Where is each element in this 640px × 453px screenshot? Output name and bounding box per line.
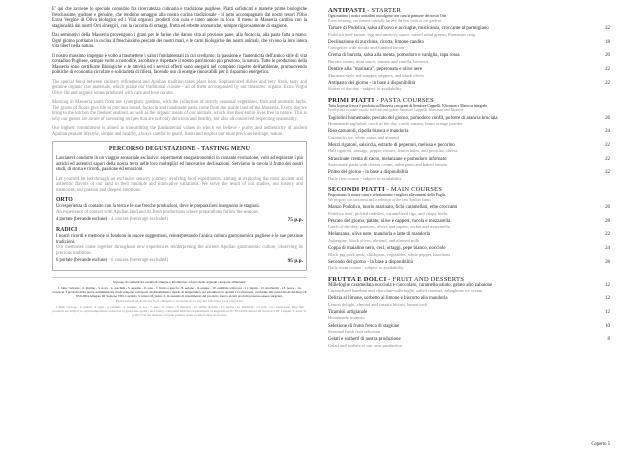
menu-section [328, 186, 610, 271]
dish-price: 24 [605, 129, 610, 135]
orto-it: Un'esperienza di contatto con la terra e le sue fresche produzioni, dove le preparazioni inseguono le stagioni. [56, 204, 260, 209]
radici-portions-it: 6 portate (bevande escluse) [56, 258, 108, 263]
dish-price: 22 [605, 67, 610, 73]
dish-price: 22 [605, 142, 610, 148]
dish-row [328, 129, 610, 135]
tasting-intro-en: Let yourself be led through an exclusive sensory journey: evolving food experiments, aiming at exploring the most ancient and authentic flavors of our land in their multiple and innovative variations. We serve the result of our studies, our history and memories, our passion and deepest emotions. [56, 176, 303, 193]
section-title [328, 186, 610, 193]
dish-name-en: Black pig pork neck, chickpeas, vegetables, white pepper, hazelnuts [328, 251, 451, 257]
radici-it: I nostri ricordi e memorie si fondono in nuove suggestioni, reinterpretando l'antica cultura gastronomica pugliese e le sue preziose tradizioni. [56, 234, 303, 245]
dish-row [328, 310, 610, 316]
dish-name: Manzo Podolico, tuorlo marinato, fichi caramellati, erbe croccanti [328, 205, 458, 211]
dish-name: Declinazione di zucchina, ricotta, limone candito [328, 39, 425, 45]
dish-name: Tiramisù artigianale [328, 309, 368, 315]
intro-en-3: Our highest commitment is aimed at transmitting the fundamental values in which we believe - purity and authenticity of ancient Apulian peasant lifestyle, simple and healthy, always careful to guard, listen and respect our most precious heritage, nature. [52, 126, 307, 137]
intro-en-1: The special bond between culinary refinement and Apulian tradition takes place here. Sophisticated dishes and very fresh, tasty and genuine organic raw materials, which praise our traditional cuisine - all of them accompanied by our treasures: organic Extra Virgin Olive Oil and organic wines produced with care and love on site. [52, 79, 307, 96]
dish-name: Pescato del giorno, patate, olive e capperi, rucola e mozzarella [328, 218, 451, 224]
dish-row [328, 296, 610, 302]
left-column [52, 7, 307, 318]
orto-heading: ORTO [56, 197, 73, 203]
dish-name-en: Strascinate pasta with cheese cream, aubergines and baked tomato [328, 162, 448, 168]
dish-name-en: Aubergine, black olives, almond, and almond milk [328, 237, 420, 243]
dish-price: 22 [605, 170, 610, 176]
tasting-menu-box [52, 141, 307, 271]
dish-name-en: Catch of the day, potatoes, olives and capers, rocket and mozzarella [328, 224, 450, 230]
dish-name-en: Caramelized hazelnut and chocolate millefoglie, salted caramel, zabaglione ice cream [328, 288, 483, 294]
orto-portions [56, 217, 168, 223]
dish-price: 22 [605, 232, 610, 238]
dish-price: 28 [605, 218, 610, 224]
dish-name-en: Homemade tagliolini, catch of the day, confit tomato, burnt orange powder [328, 121, 463, 127]
section-title-it: PRIMI PIATTI [328, 96, 375, 104]
dish-price: 8 [607, 337, 610, 343]
section-title-en: - FRUIT AND DESSERTS [388, 275, 465, 283]
allergen-title-en: Please inform us about any food allergies or intolerances to any the following food categories: [115, 299, 244, 303]
dish-item [328, 310, 610, 321]
menu-sections [328, 7, 610, 348]
dish-name-en: Daily main course - subject to availability [328, 265, 404, 271]
dish-row [328, 26, 610, 32]
section-title [328, 7, 610, 14]
dish-name: Tagliolini homemade, pescato del giorno, pomodoro confit, polvere di arancia bruciata [328, 115, 498, 121]
radici-heading: RADICI [56, 227, 78, 233]
dish-name-en: Homemade tiramisu [328, 315, 365, 321]
dish-item [328, 219, 610, 230]
radici-en: Our memories come together throughout new experiences reinterpreting the ancient Apulian gastronomic culture, observing its precious traditions. [56, 245, 303, 256]
dish-name-en: Burrata cream, mint sauce, tomato and vanilla, beetroot [328, 58, 428, 64]
dish-item [328, 232, 610, 243]
allergen-title-it: Si prega di comunicare eventuali allergie e intolleranze ad uno dello seguenti categorie alimentari: [112, 280, 247, 284]
section-title-en: - PASTA COURSES [376, 96, 434, 104]
menu-section [328, 276, 610, 349]
dish-price: 12 [605, 296, 610, 302]
section-title-en: - STARTER [367, 7, 402, 14]
intro-it-3: Il nostro massimo impegno è volto a trasmettere i valori fondamentali in cui crediamo: la passione e l'autenticità dell'antico stile di vita contadino Pugliese, sempre volto a custodire, ascoltare e rispettare il nostro patrimonio più prezioso, la natura. Tutte le produzioni della Masseria sono certificate Biologiche e le attività ed i servizi offerti sono eseguiti nel completo rispetto dell'ambiente, promuovendo politiche di economia circolare e solidarietà di filiera, facendo uso di energie rinnovabili per il risparmio energetico. [52, 53, 307, 75]
dish-item [328, 53, 610, 64]
dish-item [328, 170, 610, 181]
allergen-list-it: 1. latte / lattosio - 2. glutine - 3. uova - 4. arachidi - 5. sesamo - 6. soia - 7. frutta a guscio - 8. sedano - 9. senape - 10. anidride solforosa - 11. lupini - 12. molluschi - 13. pesce - 14. crostacei. I prodotti della pesca somministrati crudi vengono sottoposti ad abbattimento rapido di temperatura per garantirne la qualità e la sicurezza, conforme alle prescrizioni del Reg CE 853/2004 Allegato III Sezione VIII, Capitolo 3, lettera D, punto 3. In assenza di reperimento del prodotto fresco alcuni prodotti possono essere surgelati. [52, 285, 307, 298]
section-note-it: Ogni mattino i nostri contadini raccolgono con cura le primizie dei nostri Orti [328, 14, 447, 18]
dish-name: Coppa di maialino nero, ceci, ortaggi, pepe bianco, nocciole [328, 246, 446, 252]
section-title-it: SECONDI PIATTI [328, 186, 385, 194]
dish-name-en: Starter of the day - subject to availability [328, 86, 402, 92]
orto-en: An experience of contact with Apulian land and its fresh productions where preparations follow the seasons. [56, 209, 260, 215]
dish-name-en: Daily first course - subject to availability [328, 175, 402, 181]
dish-name: Riso carnaroli, cipolla bianca e mandorla [328, 129, 409, 135]
dish-item [328, 324, 610, 335]
section-note-it: Tutta la pasta fresca è prodotta in Masseria con grani di Senatore Cappelli, Khorasan e Maiorca integrale [328, 103, 488, 108]
dish-item [328, 205, 610, 216]
dish-price: 28 [605, 259, 610, 265]
dish-name-en: Lemon delight, almond and cassata biscuit, lemon sorb [328, 301, 428, 307]
dish-name-en: Seasonal fresh fruit selection [328, 329, 381, 335]
tasting-menu-title: PERCORSO DEGUSTAZIONE - TASTING MENU [108, 146, 251, 152]
dish-name-en: Gelati and sorbets of our own production [328, 342, 402, 348]
dish-name-en: Marinara-style red snapper, peppers, and black olives [328, 72, 425, 78]
radici-price-row [56, 258, 303, 264]
dish-price: 12 [605, 282, 610, 288]
dish-name: Melanzana, olive nere, mandorla e latte di mandorla [328, 232, 430, 238]
dish-price: 22 [605, 26, 610, 31]
radici-portions [56, 258, 168, 264]
section-note-it: Proponiamo le nostre carni e selezioniamo i migliori allevamenti della Puglia [328, 193, 446, 198]
dish-name: Tartare di Podolica, salsa all'uovo e acciughe, misticanza, croccante al parmigiano [328, 26, 489, 31]
allergen-list-en: 1. milk / lactose - 2. gluten - 3. eggs - 4. peanuts - 5. sesame - 6. soy - 7. nuts - 8. celery - 9. mustard - 10. sulfur dioxide - 11. lupins - 12. shellfish - 13. fish - 14. crustaceans. Raw fish products are subject to rapid temperature reduction to guarantee quality and safety, compliant with the requirements of Regulation EC 853/2004 Annex III Section VIII, Chapter 3, letter D, point 3. In the absence of fresh product some products may be frozen. [52, 304, 307, 317]
right-column [328, 7, 610, 353]
dish-item [328, 81, 610, 92]
dish-item [328, 26, 610, 37]
dish-item [328, 129, 610, 140]
dish-name: Mezzi rigatoni, salsiccia, estratto di peperoni, melissa e pecorino [328, 142, 455, 148]
dish-name: Gelati e sorbetti di nostra produzione [328, 337, 401, 343]
dish-name: Delizia al limone, sorbetto al limone e biscotto alla mandorla [328, 296, 448, 302]
dish-price: 10 [605, 323, 610, 329]
dish-price: 18 [605, 39, 610, 45]
dish-item [328, 296, 610, 307]
dish-item [328, 157, 610, 168]
intro-it-2: Dai seminativi della Masseria provengono i grani per le farine che danno vita al prezioso pane, alla focaccia, alla pasta fatta a mano. Ogni giorno portiamo in cucina il freschissimo pescato dei nostri mari, e le carni biologiche dei nostri animali, che vivono la loro intera vita liberi nella natura. [52, 33, 307, 49]
dish-name-en: Courgettes with ricotta and candied lemon [328, 45, 405, 51]
dish-item [328, 143, 610, 154]
dish-item [328, 260, 610, 271]
section-note-en: Fresh pasta is made on site with ancient grains Senatore Cappelli, Khorasan and Maiorca [328, 108, 464, 113]
dish-price: 22 [605, 80, 610, 86]
dish-name: Strascinate crema di cacio, melanzane e pomodoro infornato [328, 156, 447, 162]
dish-name: Crema di burrata, salsa alla menta, pomodoro e vaniglia, rapa rossa [328, 53, 460, 59]
dish-name: Secondo del giorno - in base a disponibilità [328, 259, 413, 265]
dish-name-en: Half rigatoni, sausage, pepper extract, lemon balm, and pecorino cheese [328, 148, 458, 154]
dish-row [328, 246, 610, 252]
section-title-it: ANTIPASTI [328, 7, 366, 14]
menu-section [328, 97, 610, 182]
dish-name: Millefoglie caramellata nocciola e cioccolato, caramello salato, gelato allo zabaione [328, 282, 493, 288]
orto-price-row [56, 217, 303, 223]
section-note-en: We propose our own meat and a selection of the best Apulian farms [328, 197, 431, 202]
dish-row [328, 67, 610, 73]
dish-name-en: Podolica beef, pickled radishes, caramelized figs, and crispy herbs [328, 210, 448, 216]
menu-section [328, 7, 610, 92]
intro-it-1: E' qui che avviene lo speciale connubio fra ricercatezza culinaria e tradizione pugliese. Piatti sofisticati e materie prime biologiche freschissime, gustose e genuine, che rendono omaggio alla nostra cucina tradizionale - il tutto accompagnato dai nostri tesori l'Olio Extra Vergine di Oliva biologico ed i Vini organici prodotti con cura e tanto amore in loco. Il menu in Masseria cambia con la stagionalità dai nostri Orti sinergici, con la raccolta di ortaggi, frutta ed erbette aromatiche, sempre rigorosamente di stagione. [52, 7, 307, 29]
allergen-notice [52, 277, 307, 317]
radici-portions-en: - 6 courses (beverage excluded) [108, 258, 168, 263]
section-title [328, 276, 610, 283]
radici-price: 95 p.p. [287, 258, 303, 264]
dish-item [328, 40, 610, 51]
dish-price: 26 [605, 205, 610, 211]
intro-en-2: Morning in Masseria starts from our synergistic gardens, with the collection of strictly seasonal vegetables, fruit and aromatic herbs. The grains of flours give life to precious bread, focaccia and handmade pasta come from the arable land of the Masseria. Every day we bring to the kitchen the freshest seafood, as well as the organic meats of our animals, which live their entire lives free in nature. This is why our guests are aware of savouring recipes that are not only delicious and healthy, but also all conceived respecting seasonality. [52, 100, 307, 122]
dish-price: 12 [605, 309, 610, 315]
section-title-it: FRUTTA E DOLCI [328, 275, 387, 283]
dish-name: Dentice alla "marinara", peperonata e olive nere [328, 67, 423, 73]
orto-price: 75 p.p. [287, 217, 303, 223]
dish-name-en: Carnaroli rice, white onion and almond [328, 134, 399, 140]
dish-name-en: Podolica beef tartare, egg and anchovy sauce, mixed salad greens, Parmesan crisp [328, 31, 476, 37]
orto-portions-it: 4 portate (bevande escluse) [56, 217, 108, 222]
dish-name: Selezione di frutta fresca di stagione [328, 323, 400, 329]
dish-item [328, 116, 610, 127]
dish-name: Primo del giorno - in base a disponibilità [328, 170, 409, 176]
dish-item [328, 337, 610, 348]
dish-price: 26 [605, 115, 610, 121]
dish-price: 22 [605, 156, 610, 162]
section-note-en: Every morning, our farmers carefully harvest the first fruits of our gardens [328, 18, 442, 23]
dish-price: 20 [605, 53, 610, 59]
dish-item [328, 283, 610, 294]
tasting-intro-it: Lasciatevi condurre in un viaggio sensoriale esclusivo: esperimenti enogastronomici in costante evoluzione, volti ad esplorare i più antichi ed autentici sapori della nostra terra nelle loro molteplici ed innovative declinazioni. Serviamo in tavola il frutto dei nostri studi, di storia e ricordi, passione ed emozioni. [56, 156, 303, 172]
dish-name: Antipasto del giorno - in base a disponibilità [328, 80, 416, 86]
cover-charge: Coperto 5 [591, 442, 610, 447]
dish-price: 24 [605, 246, 610, 252]
dish-item [328, 246, 610, 257]
section-title [328, 97, 610, 104]
dish-item [328, 67, 610, 78]
section-title-en: - MAIN COURSES [386, 186, 443, 194]
dish-row [328, 205, 610, 211]
orto-portions-en: - 4 courses (beverage excluded) [108, 217, 168, 222]
